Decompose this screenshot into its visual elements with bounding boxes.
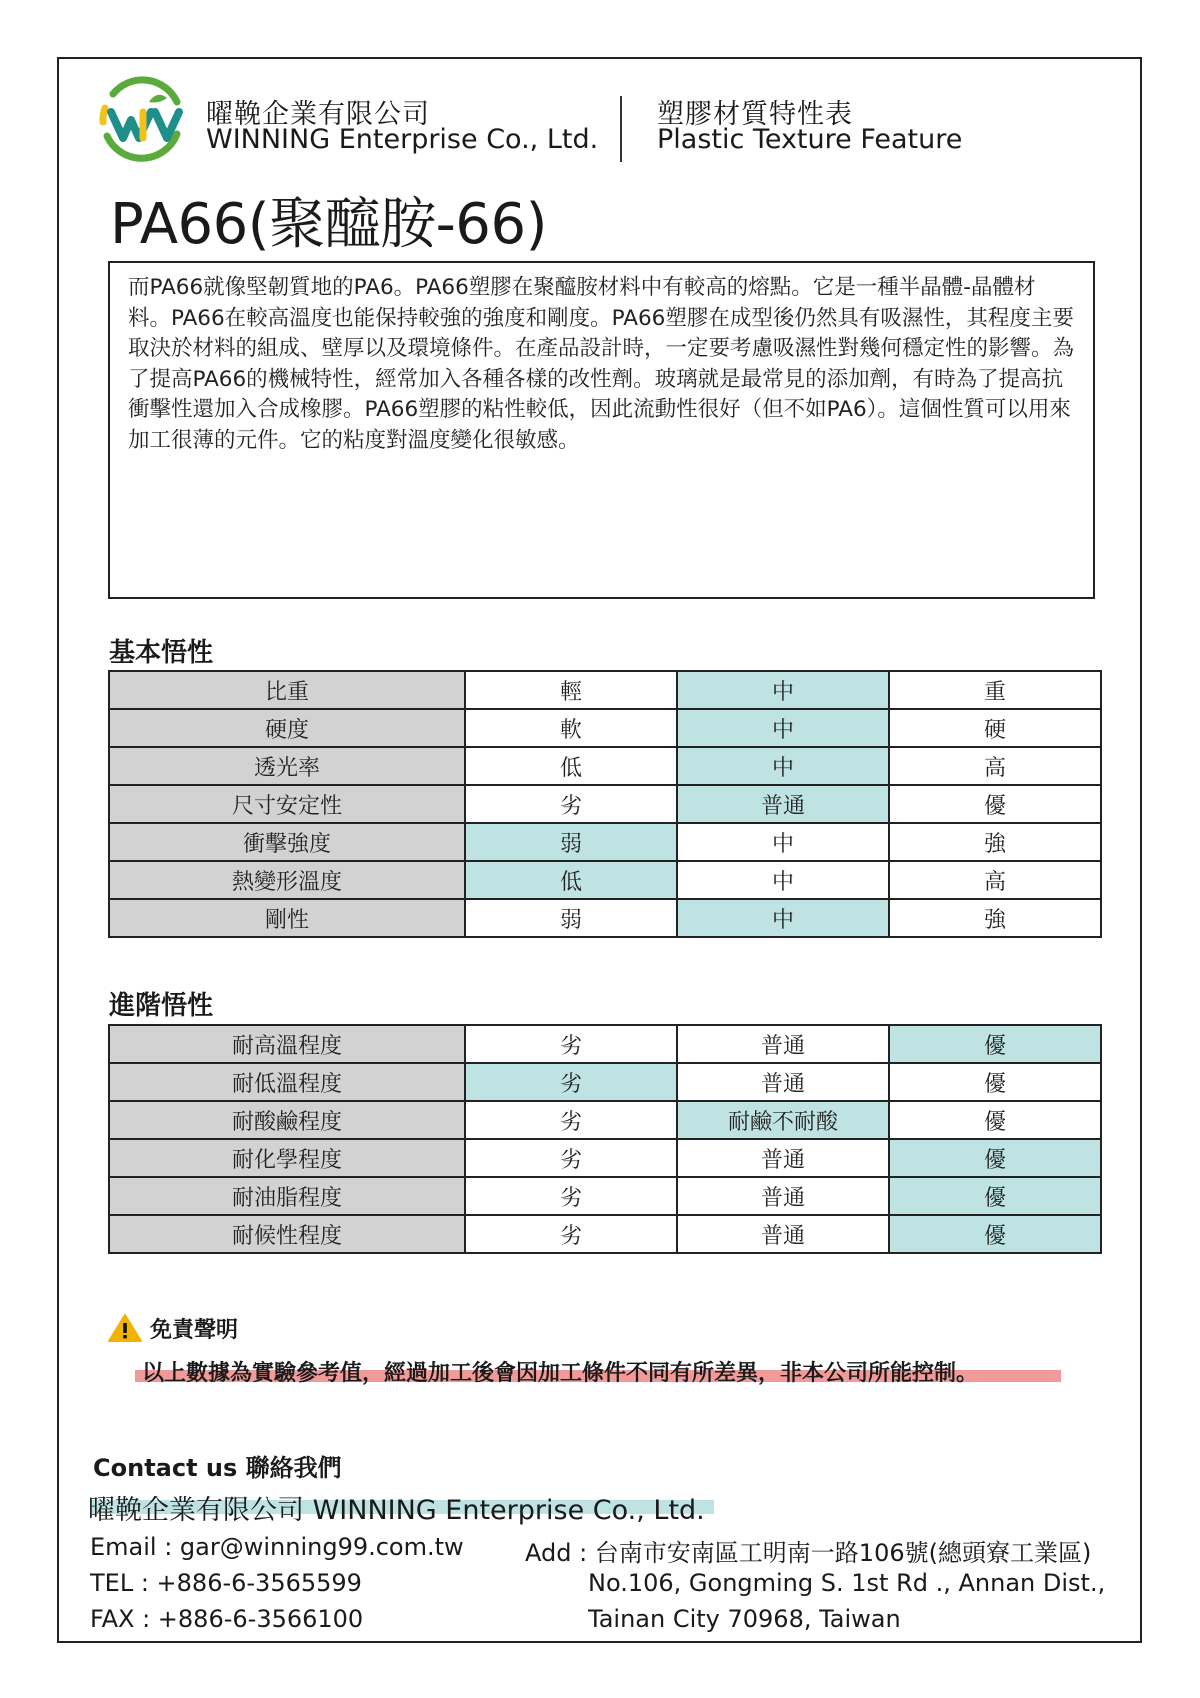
rating-cell-selected: 中	[677, 747, 889, 785]
contact-tel: TEL : +886-6-3565599	[90, 1569, 362, 1597]
rating-cell-selected: 弱	[465, 823, 677, 861]
contact-fax: FAX : +886-6-3566100	[90, 1605, 364, 1633]
advanced-properties-title: 進階悟性	[109, 991, 214, 1021]
rating-cell: 普通	[677, 1139, 889, 1177]
rating-cell: 劣	[465, 1101, 677, 1139]
rating-cell: 強	[889, 823, 1101, 861]
property-row	[109, 1215, 1101, 1253]
rating-cell: 優	[889, 1101, 1101, 1139]
property-label: 尺寸安定性	[109, 785, 465, 823]
basic-properties-table	[108, 670, 1102, 938]
property-label: 耐油脂程度	[109, 1177, 465, 1215]
rating-cell: 劣	[465, 1177, 677, 1215]
rating-cell: 弱	[465, 899, 677, 937]
disclaimer-title: 免責聲明	[150, 1318, 239, 1343]
page-title: PA66(聚醯胺-66)	[110, 192, 547, 257]
contact-title: Contact us 聯絡我們	[93, 1454, 342, 1482]
rating-cell: 重	[889, 671, 1101, 709]
company-logo	[93, 72, 187, 166]
property-label: 耐酸鹼程度	[109, 1101, 465, 1139]
property-label: 耐高溫程度	[109, 1025, 465, 1063]
rating-cell-selected: 中	[677, 899, 889, 937]
rating-cell: 強	[889, 899, 1101, 937]
property-label: 透光率	[109, 747, 465, 785]
rating-cell: 軟	[465, 709, 677, 747]
advanced-properties-table	[108, 1024, 1102, 1254]
property-row	[109, 747, 1101, 785]
rating-cell: 硬	[889, 709, 1101, 747]
contact-address-en-1: No.106, Gongming S. 1st Rd ., Annan Dist.,	[588, 1569, 1106, 1597]
rating-cell-selected: 優	[889, 1177, 1101, 1215]
property-label: 熱變形溫度	[109, 861, 465, 899]
contact-company: 曜鞔企業有限公司 WINNING Enterprise Co., Ltd.	[88, 1495, 705, 1526]
property-label: 耐低溫程度	[109, 1063, 465, 1101]
property-row	[109, 1101, 1101, 1139]
rating-cell: 劣	[465, 1215, 677, 1253]
property-label: 硬度	[109, 709, 465, 747]
company-name-en: WINNING Enterprise Co., Ltd.	[206, 124, 599, 155]
rating-cell-selected: 中	[677, 709, 889, 747]
property-label: 耐化學程度	[109, 1139, 465, 1177]
company-name-zh: 曜鞔企業有限公司	[206, 99, 430, 130]
rating-cell: 劣	[465, 1025, 677, 1063]
property-label: 衝擊強度	[109, 823, 465, 861]
property-label: 耐候性程度	[109, 1215, 465, 1253]
property-row	[109, 671, 1101, 709]
doc-title-en: Plastic Texture Feature	[657, 124, 963, 155]
rating-cell-selected: 劣	[465, 1063, 677, 1101]
property-row	[109, 823, 1101, 861]
property-row	[109, 785, 1101, 823]
rating-cell-selected: 耐鹼不耐酸	[677, 1101, 889, 1139]
rating-cell: 劣	[465, 785, 677, 823]
property-label: 比重	[109, 671, 465, 709]
rating-cell-selected: 優	[889, 1139, 1101, 1177]
rating-cell: 普通	[677, 1215, 889, 1253]
rating-cell: 高	[889, 747, 1101, 785]
contact-address-en-2: Tainan City 70968, Taiwan	[588, 1605, 901, 1633]
disclaimer-text: 以上數據為實驗參考值，經過加工後會因加工條件不同有所差異，非本公司所能控制。	[142, 1361, 979, 1386]
property-row	[109, 1025, 1101, 1063]
warning-icon	[107, 1313, 143, 1343]
description-text: 而PA66就像堅韌質地的PA6。PA66塑膠在聚醯胺材料中有較高的熔點。它是一種半晶體-晶體材料。PA66在較高溫度也能保持較強的強度和剛度。PA66塑膠在成型後仍然具有吸濕性，其程度主要取決於材料的組成、壁厚以及環境條件。在產品設計時，一定要考慮吸濕性對幾何穩定性的影響。為了提高PA66的機械特性，經常加入各種各樣的改性劑。玻璃就是最常見的添加劑，有時為了提高抗衝擊性還加入合成橡膠。PA66塑膠的粘性較低，因此流動性很好（但不如PA6）。這個性質可以用來加工很薄的元件。它的粘度對溫度變化很敏感。	[128, 275, 1075, 453]
header-divider	[620, 96, 622, 162]
contact-address-zh: Add : 台南市安南區工明南一路106號(總頭寮工業區)	[525, 1539, 1092, 1567]
property-row	[109, 709, 1101, 747]
rating-cell: 中	[677, 861, 889, 899]
contact-email: Email : gar@winning99.com.tw	[90, 1533, 464, 1561]
rating-cell: 普通	[677, 1063, 889, 1101]
rating-cell-selected: 中	[677, 671, 889, 709]
doc-title-zh: 塑膠材質特性表	[657, 99, 853, 130]
rating-cell: 普通	[677, 1025, 889, 1063]
rating-cell-selected: 普通	[677, 785, 889, 823]
rating-cell: 低	[465, 747, 677, 785]
rating-cell: 優	[889, 1063, 1101, 1101]
basic-properties-title: 基本悟性	[109, 638, 214, 668]
property-row	[109, 1063, 1101, 1101]
property-row	[109, 861, 1101, 899]
rating-cell-selected: 低	[465, 861, 677, 899]
rating-cell-selected: 優	[889, 1215, 1101, 1253]
rating-cell: 中	[677, 823, 889, 861]
property-row	[109, 1177, 1101, 1215]
rating-cell-selected: 優	[889, 1025, 1101, 1063]
rating-cell: 普通	[677, 1177, 889, 1215]
property-row	[109, 1139, 1101, 1177]
property-label: 剛性	[109, 899, 465, 937]
rating-cell: 輕	[465, 671, 677, 709]
rating-cell: 優	[889, 785, 1101, 823]
rating-cell: 高	[889, 861, 1101, 899]
property-row	[109, 899, 1101, 937]
description-box	[108, 261, 1095, 599]
rating-cell: 劣	[465, 1139, 677, 1177]
